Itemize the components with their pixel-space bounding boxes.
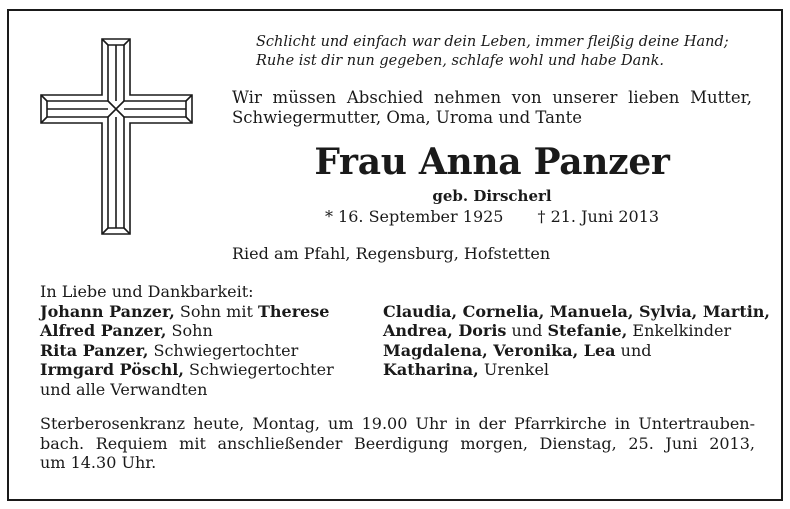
cross-icon <box>40 38 193 235</box>
mourner-line: Irmgard Pöschl, Schwiegertochter <box>40 360 334 379</box>
intro-line: Wir müssen Abschied nehmen von unserer lieben Mutter, <box>232 88 752 107</box>
notice-line: bach. Requiem mit anschließender Beerdigung morgen, Dienstag, 25. Juni 2013, <box>40 433 755 453</box>
deceased-name: Frau Anna Panzer <box>314 141 670 183</box>
intro-line: Schwiegermutter, Oma, Uroma und Tante <box>232 108 583 127</box>
grandchildren-line: Andrea, Doris und Stefanie, Enkelkinder <box>383 321 732 340</box>
verse-line: Ruhe ist dir nun gegeben, schlafe wohl und habe Dank. <box>256 53 665 69</box>
birth-date: * 16. September 1925 <box>324 207 504 226</box>
verse <box>256 33 756 71</box>
places: Ried am Pfahl, Regensburg, Hofstetten <box>232 244 551 263</box>
death-date: † 21. Juni 2013 <box>537 207 660 226</box>
mourner-line: Johann Panzer, Sohn mit Therese <box>40 301 330 321</box>
intro-text <box>232 88 752 128</box>
service-notice <box>40 414 755 473</box>
mourners-right <box>383 301 770 380</box>
mourners-intro: In Liebe und Dankbarkeit: <box>40 282 254 301</box>
birth-name: geb. Dirscherl <box>432 187 552 205</box>
mourner-line: Alfred Panzer, Sohn <box>40 321 213 340</box>
notice-line: um 14.30 Uhr. <box>40 453 157 472</box>
verse-line: Schlicht und einfach war dein Leben, immer fleißig deine Hand; <box>256 34 729 50</box>
great-grandchildren-line: Magdalena, Veronika, Lea und <box>383 340 652 360</box>
mourner-line: Rita Panzer, Schwiegertochter <box>40 340 299 360</box>
notice-line: Sterberosenkranz heute, Montag, um 19.00 Uhr in der Pfarrkirche in Untertrauben- <box>40 414 755 433</box>
mourner-line: und alle Verwandten <box>40 379 208 399</box>
mourners-left <box>40 282 370 399</box>
great-grandchildren-line: Katharina, Urenkel <box>383 360 550 379</box>
grandchildren-line: Claudia, Cornelia, Manuela, Sylvia, Martin, <box>383 301 770 321</box>
life-dates <box>232 207 752 227</box>
